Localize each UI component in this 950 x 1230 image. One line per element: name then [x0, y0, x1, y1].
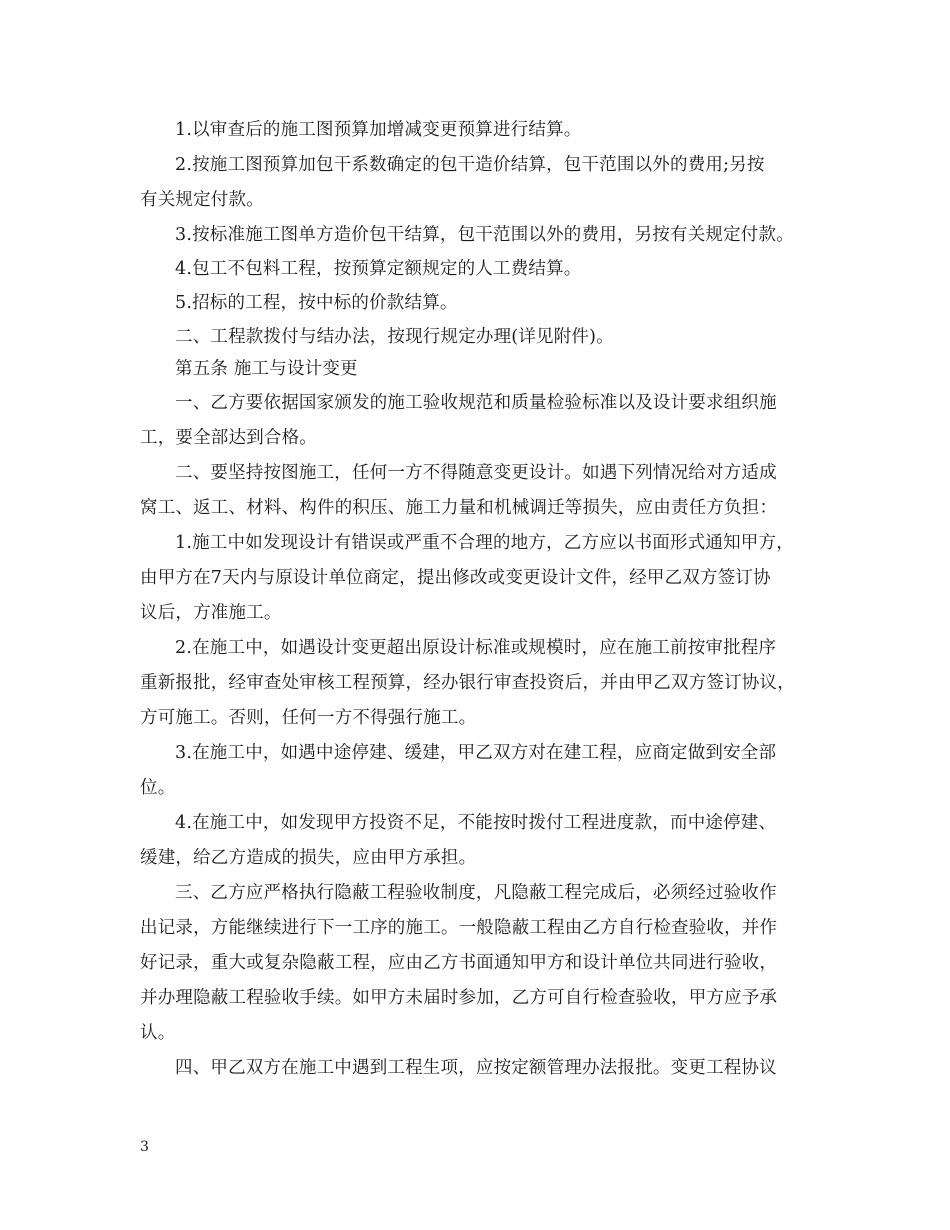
text-line: 4.在施工中，如发现甲方投资不足，不能按时拨付工程进度款，而中途停建、	[175, 813, 777, 833]
text-line: 认。	[140, 1023, 176, 1043]
text-line: 出记录，方能继续进行下一工序的施工。一般隐蔽工程由乙方自行检查验收，并作	[140, 918, 778, 938]
text-line: 议后，方准施工。	[140, 603, 282, 623]
text-line: 5.招标的工程，按中标的价款结算。	[175, 293, 458, 313]
text-line: 工，要全部达到合格。	[140, 428, 317, 448]
page-number: 3	[140, 1139, 149, 1155]
text-line: 4.包工不包料工程，按预算定额规定的人工费结算。	[175, 259, 582, 279]
text-line: 方可施工。否则，任何一方不得强行施工。	[140, 708, 477, 728]
text-line: 一、乙方要依据国家颁发的施工验收规范和质量检验标准以及设计要求组织施	[175, 393, 777, 413]
text-line: 四、甲乙双方在施工中遇到工程生项，应按定额管理办法报批。变更工程协议	[175, 1058, 777, 1078]
text-line: 窝工、返工、材料、构件的积压、施工力量和机械调迁等损失，应由责任方负担：	[140, 498, 778, 518]
section-heading: 第五条 施工与设计变更	[175, 359, 358, 379]
text-line: 3.在施工中，如遇中途停建、缓建，甲乙双方对在建工程，应商定做到安全部	[175, 743, 777, 763]
text-line: 1.施工中如发现设计有错误或严重不合理的地方，乙方应以书面形式通知甲方，	[175, 533, 794, 553]
text-line: 有关规定付款。	[140, 190, 264, 210]
text-line: 2.在施工中，如遇设计变更超出原设计标准或规模时，应在施工前按审批程序	[175, 638, 777, 658]
text-line: 1.以审查后的施工图预算加增减变更预算进行结算。	[175, 120, 582, 140]
text-line: 二、工程款拨付与结办法，按现行规定办理(详见附件)。	[175, 327, 614, 347]
text-line: 好记录，重大或复杂隐蔽工程，应由乙方书面通知甲方和设计单位共同进行验收，	[140, 953, 778, 973]
text-line: 重新报批，经审查处审核工程预算，经办银行审查投资后，并由甲乙双方签订协议，	[140, 673, 795, 693]
text-line: 二、要坚持按图施工，任何一方不得随意变更设计。如遇下列情况给对方适成	[175, 463, 777, 483]
text-line: 由甲方在7天内与原设计单位商定，提出修改或变更设计文件，经甲乙双方签订协	[140, 568, 771, 588]
text-line: 2.按施工图预算加包干系数确定的包干造价结算，包干范围以外的费用;另按	[175, 155, 765, 175]
text-line: 位。	[140, 778, 176, 798]
text-line: 缓建，给乙方造成的损失，应由甲方承担。	[140, 848, 477, 868]
text-line: 并办理隐蔽工程验收手续。如甲方未届时参加，乙方可自行检查验收，甲方应予承	[140, 988, 778, 1008]
text-line: 三、乙方应严格执行隐蔽工程验收制度，凡隐蔽工程完成后，必须经过验收作	[175, 883, 777, 903]
text-line: 3.按标准施工图单方造价包干结算，包干范围以外的费用，另按有关规定付款。	[175, 225, 794, 245]
